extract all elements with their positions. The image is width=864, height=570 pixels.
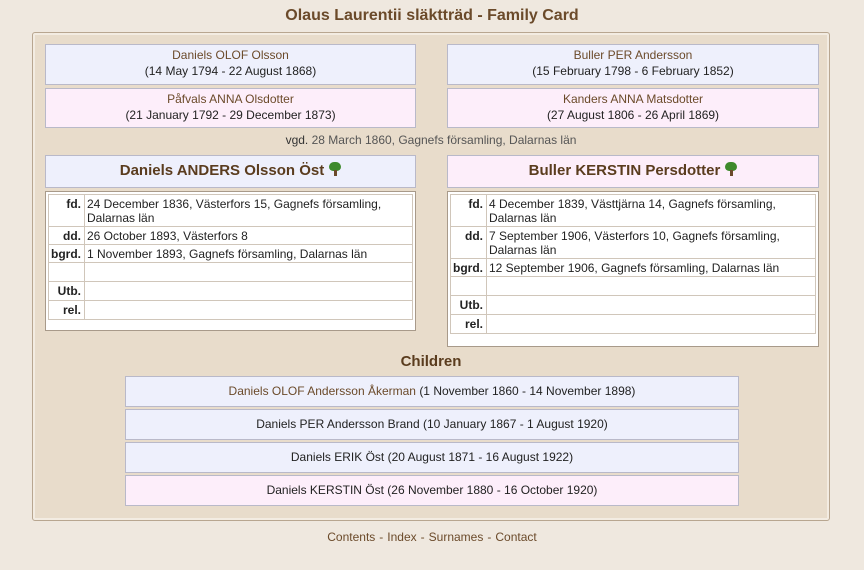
husband-header	[45, 155, 416, 188]
fact-row	[451, 259, 816, 277]
wife-header	[447, 155, 819, 188]
fact-row	[451, 195, 816, 227]
husband-mother-dates: (21 January 1792 - 29 December 1873)	[125, 108, 336, 122]
fact-value: 24 December 1836, Västerfors 15, Gagnefs församling, Dalarnas län	[85, 195, 413, 227]
husband-father-dates: (14 May 1794 - 22 August 1868)	[144, 64, 317, 78]
fact-key	[49, 263, 85, 282]
fact-row	[451, 296, 816, 315]
child-name[interactable]: Daniels PER Andersson Brand	[256, 417, 420, 431]
wife-name: Buller KERSTIN Persdotter	[528, 162, 721, 179]
fact-key: bgrd.	[451, 259, 487, 277]
wife-mother-dates: (27 August 1806 - 26 April 1869)	[546, 108, 720, 122]
surnames-link[interactable]: Surnames	[428, 530, 484, 544]
child-dates: (20 August 1871 - 16 August 1922)	[387, 450, 574, 464]
child-box[interactable]	[125, 442, 739, 473]
tree-icon[interactable]	[329, 162, 341, 176]
fact-row	[49, 245, 413, 263]
children-title: Children	[400, 353, 462, 370]
fact-value	[85, 282, 413, 301]
fact-value: 26 October 1893, Västerfors 8	[85, 227, 413, 245]
fact-value	[487, 277, 816, 296]
marriage-line	[33, 133, 829, 147]
husband-father-box[interactable]	[45, 44, 416, 85]
wife-father-dates: (15 February 1798 - 6 February 1852)	[532, 64, 734, 78]
fact-key: fd.	[451, 195, 487, 227]
husband-name: Daniels ANDERS Olsson Öst	[119, 162, 325, 179]
wife-mother-name[interactable]: Kanders ANNA Matsdotter	[562, 92, 704, 106]
fact-key: rel.	[451, 315, 487, 334]
index-link[interactable]: Index	[387, 530, 417, 544]
child-box[interactable]	[125, 376, 739, 407]
husband-facts	[45, 191, 416, 331]
fact-row	[49, 301, 413, 320]
fact-value: 1 November 1893, Gagnefs församling, Dalarnas län	[85, 245, 413, 263]
fact-row	[49, 282, 413, 301]
contact-link[interactable]: Contact	[495, 530, 537, 544]
page-title: Olaus Laurentii släktträd - Family Card	[285, 7, 579, 24]
child-dates: (26 November 1880 - 16 October 1920)	[387, 483, 598, 497]
child-name[interactable]: Daniels KERSTIN Öst	[266, 483, 384, 497]
child-dates: (10 January 1867 - 1 August 1920)	[422, 417, 608, 431]
fact-row	[451, 277, 816, 296]
fact-value: 4 December 1839, Västtjärna 14, Gagnefs församling, Dalarnas län	[487, 195, 816, 227]
fact-key: dd.	[49, 227, 85, 245]
family-card	[32, 32, 830, 521]
husband-father-name[interactable]: Daniels OLOF Olsson	[172, 48, 289, 62]
wife-father-box[interactable]	[447, 44, 819, 85]
wife-father-name[interactable]: Buller PER Andersson	[573, 48, 693, 62]
fact-value: 12 September 1906, Gagnefs församling, Dalarnas län	[487, 259, 816, 277]
child-name[interactable]: Daniels OLOF Andersson Åkerman	[228, 384, 416, 398]
fact-key: Utb.	[49, 282, 85, 301]
marriage-value: 28 March 1860, Gagnefs församling, Dalarnas län	[311, 133, 577, 147]
fact-key: rel.	[49, 301, 85, 320]
footer-separator: -	[487, 530, 492, 544]
fact-row	[451, 315, 816, 334]
footer-separator: -	[379, 530, 384, 544]
wife-facts	[447, 191, 819, 347]
fact-key	[451, 277, 487, 296]
contents-link[interactable]: Contents	[327, 530, 376, 544]
child-name[interactable]: Daniels ERIK Öst	[290, 450, 385, 464]
fact-row	[49, 227, 413, 245]
fact-key: Utb.	[451, 296, 487, 315]
wife-mother-box[interactable]	[447, 88, 819, 128]
marriage-label: vgd.	[285, 133, 309, 147]
child-box[interactable]	[125, 475, 739, 506]
fact-key: fd.	[49, 195, 85, 227]
tree-icon[interactable]	[725, 162, 737, 176]
husband-mother-name[interactable]: Påfvals ANNA Olsdotter	[167, 92, 294, 106]
fact-value	[85, 263, 413, 282]
husband-mother-box[interactable]	[45, 88, 416, 128]
footer-nav	[0, 530, 864, 544]
fact-value	[85, 301, 413, 320]
child-box[interactable]	[125, 409, 739, 440]
fact-row	[49, 263, 413, 282]
fact-value: 7 September 1906, Västerfors 10, Gagnefs församling, Dalarnas län	[487, 227, 816, 259]
footer-separator: -	[420, 530, 425, 544]
fact-row	[451, 227, 816, 259]
fact-row	[49, 195, 413, 227]
fact-key: dd.	[451, 227, 487, 259]
fact-key: bgrd.	[49, 245, 85, 263]
fact-value	[487, 315, 816, 334]
fact-value	[487, 296, 816, 315]
child-dates: (1 November 1860 - 14 November 1898)	[419, 384, 636, 398]
